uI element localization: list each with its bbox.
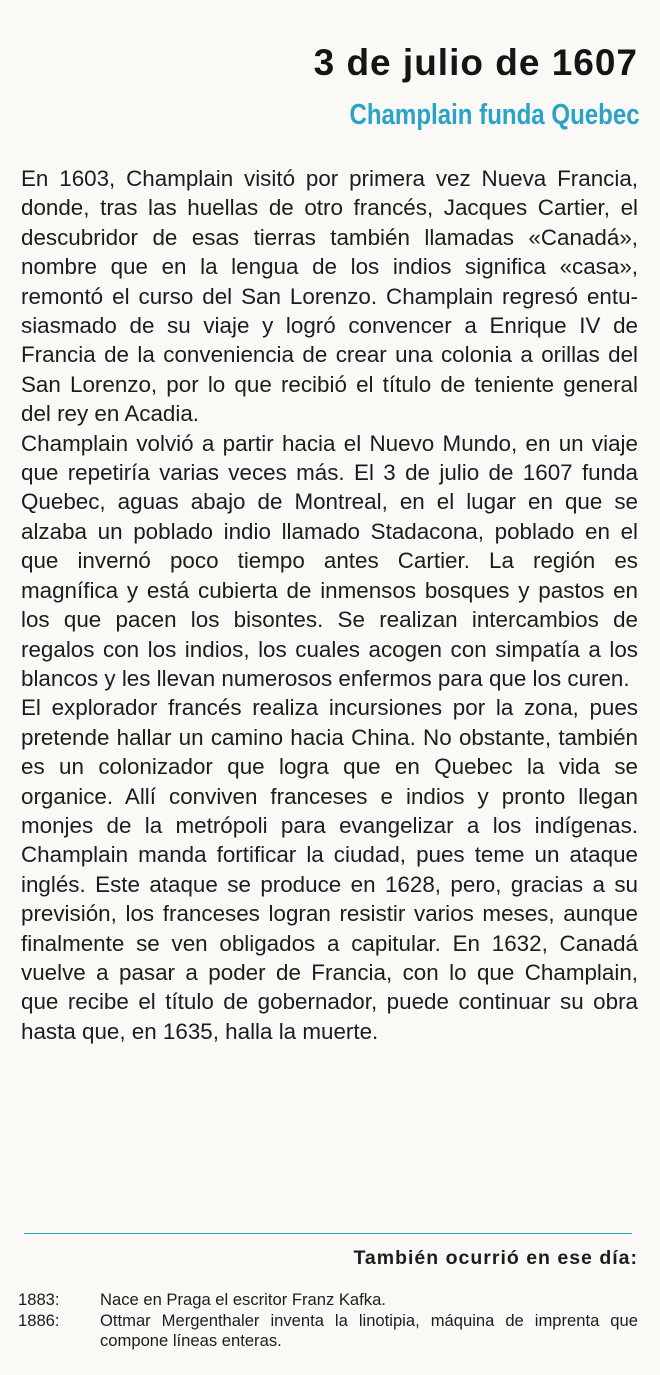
events-list [18, 1290, 638, 1352]
event-description: Nace en Praga el escritor Franz Kafka. [100, 1290, 386, 1309]
article-body [21, 164, 638, 1046]
page-subtitle: Champlain funda Quebec [349, 99, 640, 131]
event-item [18, 1311, 638, 1352]
also-happened-heading: También ocurrió en ese día: [353, 1247, 638, 1269]
event-year: 1883: [18, 1290, 60, 1309]
page-title-date: 3 de julio de 1607 [313, 42, 638, 83]
event-item [18, 1290, 638, 1311]
event-year: 1886: [18, 1310, 60, 1330]
section-divider [24, 1233, 632, 1234]
body-paragraph: En 1603, Champlain visitó por primera vez Nueva Francia, donde, tras las huellas de otro francés, Jacques Cartier, el descubridor de esas tierras también llamadas «Canadá», nombre que en la lengua de los indios significa «casa», remontó el curso del San Lorenzo. Champlain regresó entusiasmado de su viaje y logró convencer a Enrique IV de Francia de la conveniencia de crear una colonia a orillas del San Lorenzo, por lo que recibió el título de teniente general del rey en Acadia. [21, 166, 638, 427]
body-paragraph: El explorador francés realiza incursiones por la zona, pues pretende hallar un camino hacia China. No obstante, también es un colonizador que logra que en Quebec la vida se organice. Allí conviven franceses e indios y pronto llegan monjes de la metrópoli para evangelizar a los indígenas. Champlain manda fortificar la ciudad, pues teme un ataque inglés. Este ataque se produce en 1628, pero, gracias a su previsión, los franceses logran resistir varios meses, aunque finalmente se ven obligados a capitular. En 1632, Canadá vuelve a pasar a poder de Francia, con lo que Champlain, que recibe el título de gobernador, puede continuar su obra hasta que, en 1635, halla la muerte. [21, 695, 638, 1044]
event-description: Ottmar Mergenthaler inventa la linotipia, máquina de imprenta que compone líneas enteras. [100, 1310, 638, 1350]
body-paragraph: Champlain volvió a partir hacia el Nuevo Mundo, en un viaje que repetiría varias veces más. El 3 de julio de 1607 funda Quebec, aguas abajo de Montreal, en el lugar en que se alzaba un poblado indio llamado Stadacona, poblado en el que invernó poco tiempo antes Cartier. La región es magnífica y está cubierta de inmensos bosques y pastos en los que pacen los bisontes. Se realizan intercambios de regalos con los indios, los cuales acogen con simpatía a los blancos y les llevan numerosos enfermos para que los curen. [21, 430, 638, 691]
